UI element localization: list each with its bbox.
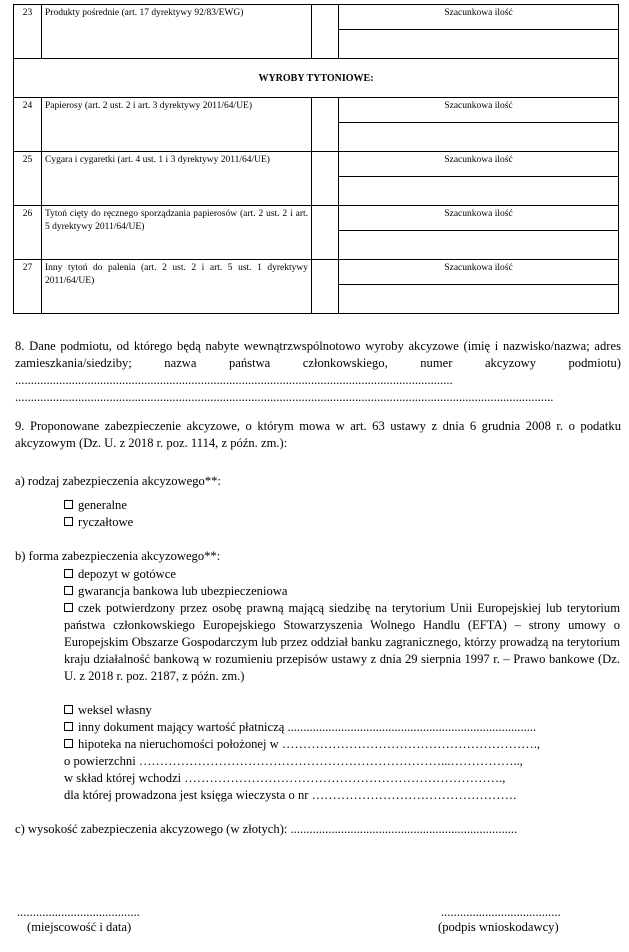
goods-table [13,4,619,314]
row-number: 25 [14,152,42,206]
quantity-cell [339,152,619,206]
quantity-label: Szacunkowa ilość [339,152,618,177]
row-number: 24 [14,98,42,152]
quantity-cell [339,5,619,59]
table-section-row [14,59,619,98]
mortgage-composition-line[interactable]: w skład której wchodzi …………………………………………………………………., [64,771,506,785]
option-guarantee[interactable]: gwarancja bankowa lub ubezpieczeniowa [64,583,287,600]
guarantee-amount-line[interactable]: c) wysokość zabezpieczenia akcyzowego (w złotych): ........................................................................ [15,822,518,836]
quantity-cell [339,98,619,152]
checkbox-icon[interactable] [64,603,73,612]
row-description: Papierosy (art. 2 ust. 2 i art. 3 dyrektywy 2011/64/UE) [42,98,312,152]
quantity-cell [339,260,619,314]
option-ryczaltowe[interactable]: ryczałtowe [64,514,133,531]
quantity-cell [339,206,619,260]
row-number: 26 [14,206,42,260]
quantity-field[interactable] [339,285,618,313]
option-bill[interactable]: weksel własny [64,702,152,719]
signature-field[interactable]: ...................................... [441,905,561,919]
row-description: Inny tytoń do palenia (art. 2 ust. 2 i art. 5 ust. 1 dyrektywy 2011/64/UE) [42,260,312,314]
checkbox-icon[interactable] [64,569,73,578]
row-number: 27 [14,260,42,314]
quantity-field[interactable] [339,231,618,259]
row-description: Tytoń cięty do ręcznego sporządzania papierosów (art. 2 ust. 2 i art. 5 dyrektywy 2011/64/UE) [42,206,312,260]
row-spacer [312,5,339,59]
mortgage-register-line[interactable]: dla której prowadzona jest księga wieczysta o nr …………………………………………. [64,788,517,802]
checkbox-icon[interactable] [64,722,73,731]
quantity-field[interactable] [339,177,618,205]
quantity-label: Szacunkowa ilość [339,5,618,30]
option-mortgage[interactable]: hipoteka na nieruchomości położonej w ……………………………………………………., [64,736,540,753]
section-8-text: 8. Dane podmiotu, od którego będą nabyte wewnątrzwspólnotowo wyroby akcyzowe (imię i nazwisko/nazwa; adres zamieszkania/siedziby; nazwa państwa członkowskiego, numer akcyzowy podmiotu) ........................................................................................................................................... [15,339,621,387]
section-heading: WYROBY TYTONIOWE: [14,59,619,98]
row-number: 23 [14,5,42,59]
place-date-label: (miejscowość i data) [27,920,132,934]
quantity-label: Szacunkowa ilość [339,260,618,285]
guarantee-type-label: a) rodzaj zabezpieczenia akcyzowego**: [15,474,221,488]
row-description: Cygara i cygaretki (art. 4 ust. 1 i 3 dyrektywy 2011/64/UE) [42,152,312,206]
option-cheque[interactable]: czek potwierdzony przez osobę prawną mającą siedzibę na terytorium Unii Europejskiej lub terytorium państwa członkowskiego Europejskiego Stowarzyszenia Wolnego Handlu (EFTA) – strony umowy o Europejskim Obszarze Gospodarczym lub przez oddział banku zagranicznego, którzy prowadzą na terytorium kraju działalność bankową w rozumieniu przepisów ustawy z dnia 29 sierpnia 1997 r. – Prawo bankowe (Dz. U. z 2018 r. poz. 2187, z późn. zm.) [64,601,620,683]
quantity-label: Szacunkowa ilość [339,206,618,231]
mortgage-area-line[interactable]: o powierzchni ………………………………………………………………...…………….., [64,754,523,768]
quantity-field[interactable] [339,123,618,151]
row-spacer [312,206,339,260]
row-spacer [312,98,339,152]
option-other-document[interactable]: inny dokument mający wartość płatniczą ............................................................................... [64,719,536,736]
guarantee-form-label: b) forma zabezpieczenia akcyzowego**: [15,549,221,563]
row-description: Produkty pośrednie (art. 17 dyrektywy 92/83/EWG) [42,5,312,59]
place-date-field[interactable]: ....................................... [17,905,140,919]
table-row [14,152,619,206]
option-deposit[interactable]: depozyt w gotówce [64,566,176,583]
checkbox-icon[interactable] [64,739,73,748]
table-row [14,260,619,314]
quantity-field[interactable] [339,30,618,58]
section-9-intro: 9. Proponowane zabezpieczenie akcyzowe, o którym mowa w art. 63 ustawy z dnia 6 grudnia 2008 r. o podatku akcyzowym (Dz. U. z 2018 r. poz. 1114, z późn. zm.): [15,419,621,450]
checkbox-icon[interactable] [64,705,73,714]
checkbox-icon[interactable] [64,500,73,509]
option-generalne[interactable]: generalne [64,497,127,514]
row-spacer [312,260,339,314]
table-row [14,5,619,59]
signature-label: (podpis wnioskodawcy) [438,920,559,934]
checkbox-icon[interactable] [64,586,73,595]
quantity-label: Szacunkowa ilość [339,98,618,123]
table-row [14,98,619,152]
row-spacer [312,152,339,206]
section-8-dotted-line[interactable]: ........................................................................................................................................................................... [15,390,554,404]
table-row [14,206,619,260]
checkbox-icon[interactable] [64,517,73,526]
